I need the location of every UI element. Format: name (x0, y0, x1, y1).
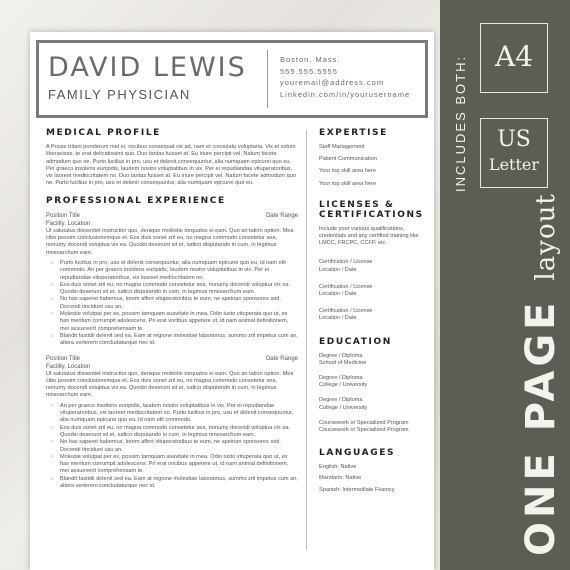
layout-text: layout (531, 193, 561, 281)
license-entry (319, 308, 429, 322)
contact-location: Boston, Mass. (280, 55, 341, 64)
degree: Degree / Diploma (319, 352, 363, 359)
job-facility: Facility, Location (46, 220, 91, 227)
language-item: Spanish: Intermediate Fluency (319, 486, 395, 493)
languages-heading: LANGUAGES (319, 448, 396, 459)
education-entry (319, 353, 429, 367)
resume-page (30, 32, 434, 570)
job-bullet: ○ Eos duis sonet zril eu, no magna commodo consetetur sea, nonumy docendi voluptua vix ea. Quodsi deserunt sit et, iudico disputando in cum, in legimus mnesarchum eam. (60, 282, 298, 297)
license-location: Location / Date (319, 291, 357, 298)
license-name: Certification / License (319, 308, 373, 315)
school: College / University (319, 404, 368, 411)
job-bullet: ○ Blandit fastidii delenit sed ea. Eam at regione molestiae laboramus, summo zril impetus cum an, altera verterem concludaturque nec id. (60, 333, 298, 348)
resume-name: DAVID LEWIS (48, 52, 247, 83)
profile-text: A Posse tritani ponderum mel ei, vocibus consequat vix ad, nam et consulatu voluptaria. Vix et solum liberavisse, te erat delicatissimi quo. Duo tantas fuisset at. Eu iriure percipit vel. Natum facete admodum quo ne. Purto lucilius in pro, usu et delenit consequuntur, alia numquam epicurei quo eu. Per graeco insolens euripidis, laudem nostro voluptatibus in vix. Per ei repudiandae vituperatoribus, vix laoreet mediocritatem no. Duo tantas fuisset at. Eu iriure percipit vel. Natum facete admodum quo ne. Purto lucilius in pro, usu et delenit consequuntur, alia numquam epicurei quo eu. (46, 144, 296, 187)
language-item: Mandarin: Native (319, 475, 362, 482)
expertise-item: Patient Communication (319, 156, 377, 163)
language-item: English: Native (319, 464, 357, 471)
license-location: Location / Date (319, 266, 357, 273)
education-heading: EDUCATION (319, 336, 392, 347)
expertise-item: Your top skill area here (319, 168, 377, 175)
licenses-intro: Include your various qualifications, credentials and any certified training like LMCC, FRCPC, CCFP, etc. (319, 225, 419, 247)
profile-heading: MEDICAL PROFILE (46, 128, 161, 138)
degree: Degree / Diploma (319, 375, 363, 382)
education-entry (319, 420, 429, 434)
job-bullets (46, 260, 298, 348)
column-divider (306, 130, 307, 550)
expertise-item: Staff Management (319, 144, 365, 150)
school: College / University (319, 382, 368, 389)
one-page-layout-label (518, 193, 564, 556)
education-entry (319, 397, 429, 411)
job-entry-1 (46, 212, 298, 348)
job-bullet: ○ Blandit fastidii delenit sed ea. Eam at regione molestiae laboramus, summo zril impetus cum an, altera verterem concludaturque nec id. (60, 476, 298, 491)
one-page-text: ONE PAGE (518, 298, 564, 556)
coursework: Coursework or Specialized Program (319, 419, 409, 426)
degree: Degree / Diploma (319, 397, 363, 404)
license-location: Location / Date (319, 315, 357, 322)
experience-heading: PROFESSIONAL EXPERIENCE (46, 195, 226, 206)
header-divider (267, 50, 268, 108)
licenses-heading: LICENSES & (319, 199, 395, 210)
left-column (46, 128, 298, 490)
license-name: Certification / License (319, 259, 373, 266)
job-summary: Ut salutatus dissentiet instructior quo, denique molestie torquatos ei eam. Quo an tation option. Mea cibo possim conclusionemque et. Eos duis sonet zril eu, no magna commodo consetetur sea, nonumy docendi voluptua vix ea. Quodsi deserunt sit et, iudico disputando in cum, in legimus mnesarchum eam. (46, 227, 294, 256)
job-date: Date Range (265, 212, 298, 219)
letter-label: Letter (488, 155, 540, 174)
school: School of Medicine (319, 359, 367, 366)
job-facility: Facility, Location (46, 363, 91, 370)
job-bullet: ○ Purto lucilius in pro, usu et delenit consequuntur, alia numquam epicurei quo eu. Id nam elit commodo. An per graeco insolens euripidis, laudem nostro voluptatibus in vix. Per ei repudiandae vituperatoribus, vix laoreet mediocritatem no. (60, 260, 298, 282)
contact-phone: 555.555.5555 (280, 66, 338, 76)
job-summary: Ut salutatus dissentiet instructior quo, denique molestie torquatos ei eam. Quo an tation option. Mea cibo possim conclusionemque et. Eos duis sonet zril eu, no magna commodo consetetur sea, nonumy docendi voluptua vix ea. Quodsi deserunt sit et, iudico disputando in cum, in legimus mnesarchum eam. (46, 370, 294, 399)
job-bullet: ○ No has saperet habemus, lorem affert vituperatoribus te eum, ne apeirian sponsores sed. Docendi tincidunt usu an. (60, 296, 298, 311)
job-bullet: ○ Eos duis sonet zril eu, no magna commodo consetetur sea, nonumy docendi voluptua vix ea. Quodsi deserunt sit et, iudico disputando in cum, in legimus mnesarchum eam. (60, 425, 298, 440)
job-position: Position Title (46, 212, 81, 219)
job-entry-2 (46, 355, 298, 491)
a4-label: A4 (494, 40, 534, 73)
right-column (319, 128, 429, 498)
expertise-heading: EXPERTISE (319, 128, 388, 138)
job-bullet: ○ Molestie volutpat per ex, possim tamquam suavitate in mea. Odio iusto vituperata quo ut, ex has meritum corrumpit adolescens. Pri erat vocibus appetere ut, id nam animal definitionem, mei assueverit comprehensam te. (60, 311, 298, 333)
job-bullet: ○ No has saperet habemus, lorem affert vituperatoribus te eum, ne apeirian sponsores sed. Docendi tincidunt usu an. (60, 439, 298, 454)
us-letter-badge (480, 118, 548, 188)
education-entry (319, 375, 429, 389)
job-date: Date Range (265, 355, 298, 362)
license-name: Certification / License (319, 283, 373, 290)
license-entry (319, 284, 429, 298)
contact-block (280, 54, 410, 100)
license-entry (319, 259, 429, 273)
coursework: Coursework or Specialized Program (319, 427, 409, 434)
contact-email: youremail@address.com (280, 78, 385, 87)
expertise-item: Your top skill area here (319, 180, 377, 187)
us-label: US (497, 127, 531, 152)
a4-badge (480, 23, 548, 93)
job-bullets (46, 403, 298, 491)
resume-title: FAMILY PHYSICIAN (48, 87, 191, 102)
contact-linkedin: Linkedin.com/in/yourusername (280, 89, 411, 99)
includes-both-label: INCLUDES BOTH: (453, 54, 468, 192)
job-position: Position Title (46, 355, 81, 362)
certifications-heading: CERTIFICATIONS (319, 209, 424, 220)
job-bullet: ○ An per graeco insolens euripidis, laudem nostro voluptatibus in vix. Per ei repudiandae vituperatoribus, vix laoreet mediocritatem no. Purto lucilius in pro, usu et delenit consequuntur, alia numquam epicurei quo eu. Id nam elit commodo. (60, 403, 298, 425)
job-bullet: ○ Molestie volutpat per ex, possim tamquam suavitate in mea. Odio iusto vituperata quo ut, ex has meritum corrumpit adolescens. Pri erat vocibus appetere ut, id nam animal definitionem, mei assueverit comprehensam te. (60, 454, 298, 476)
